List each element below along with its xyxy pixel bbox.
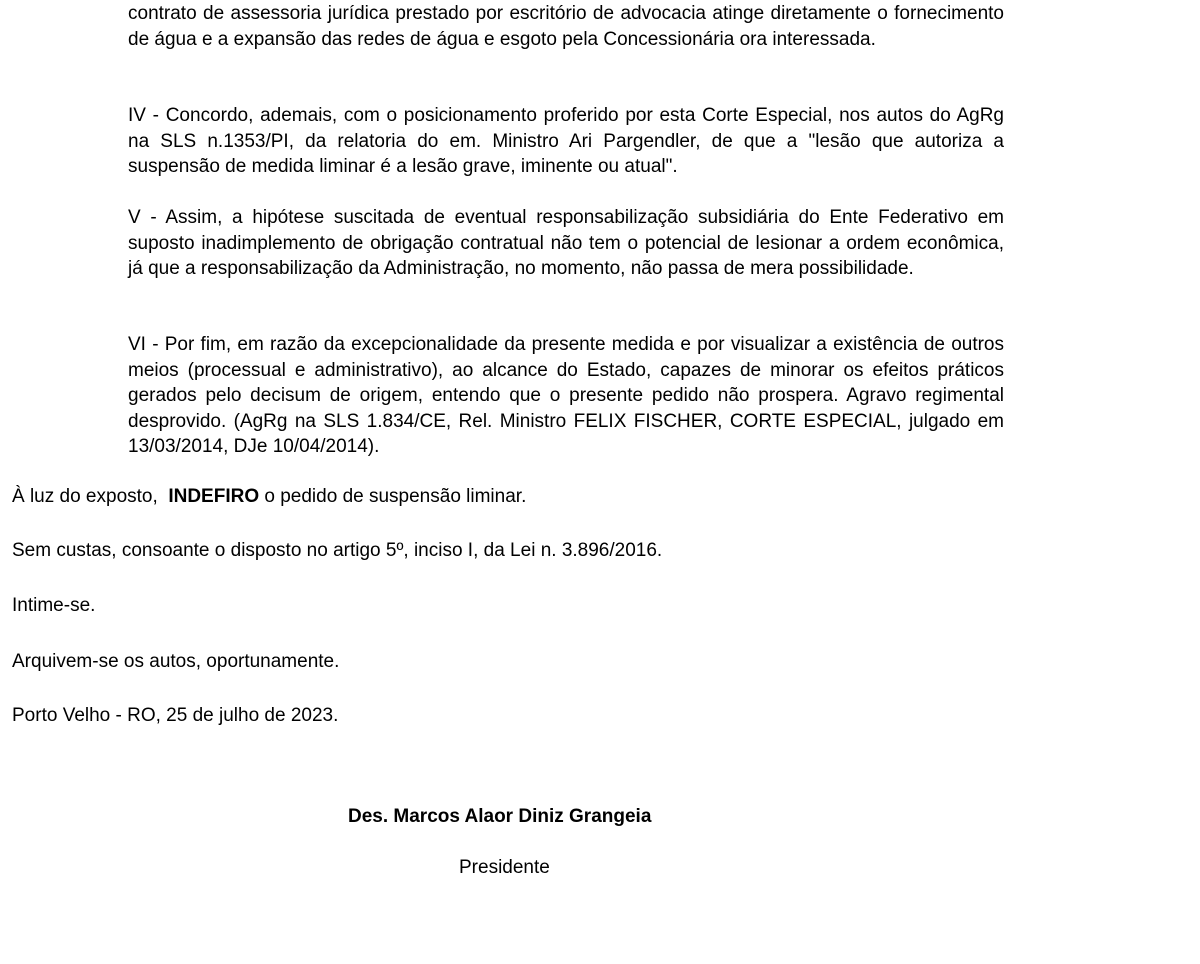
signature-name: Des. Marcos Alaor Diniz Grangeia — [348, 806, 652, 827]
intimation-paragraph: Intime-se. — [12, 595, 96, 616]
archive-paragraph: Arquivem-se os autos, oportunamente. — [12, 651, 340, 672]
quote-paragraph-iv: IV - Concordo, ademais, com o posicionamento proferido por esta Corte Especial, nos autos do AgRg na SLS n.1353/PI, da relatoria do em. Ministro Ari Pargendler, de que a "lesão que autoriza a suspensão de medida liminar é a lesão grave, iminente ou atual". — [128, 105, 1004, 177]
costs-paragraph: Sem custas, consoante o disposto no artigo 5º, inciso I, da Lei n. 3.896/2016. — [12, 540, 663, 561]
decision-suffix: o pedido de suspensão liminar. — [259, 486, 527, 507]
signature-role: Presidente — [459, 857, 550, 878]
quote-paragraph-vi: VI - Por fim, em razão da excepcionalidade da presente medida e por visualizar a existência de outros meios (processual e administrativo), ao alcance do Estado, capazes de minorar os efeitos práticos gerados pelo decisum de origem, entendo que o presente pedido não prospera. Agravo regimental desprovido. (AgRg na SLS 1.834/CE, Rel. Ministro FELIX FISCHER, CORTE ESPECIAL, julgado em 13/03/2014, DJe 10/04/2014). — [128, 334, 1004, 457]
decision-paragraph — [12, 484, 526, 509]
quote-paragraph-v: V - Assim, a hipótese suscitada de eventual responsabilização subsidiária do Ente Federativo em suposto inadimplemento de obrigação contratual não tem o potencial de lesionar a ordem econômica, já que a responsabilização da Administração, no momento, não passa de mera possibilidade. — [128, 207, 1004, 279]
quote-paragraph-contract: contrato de assessoria jurídica prestado por escritório de advocacia atinge diretamente o fornecimento de água e a expansão das redes de água e esgoto pela Concessionária ora interessada. — [128, 3, 1004, 50]
place-date: Porto Velho - RO, 25 de julho de 2023. — [12, 705, 339, 726]
decision-keyword: INDEFIRO — [168, 486, 260, 507]
decision-prefix: À luz do exposto, — [12, 486, 158, 507]
